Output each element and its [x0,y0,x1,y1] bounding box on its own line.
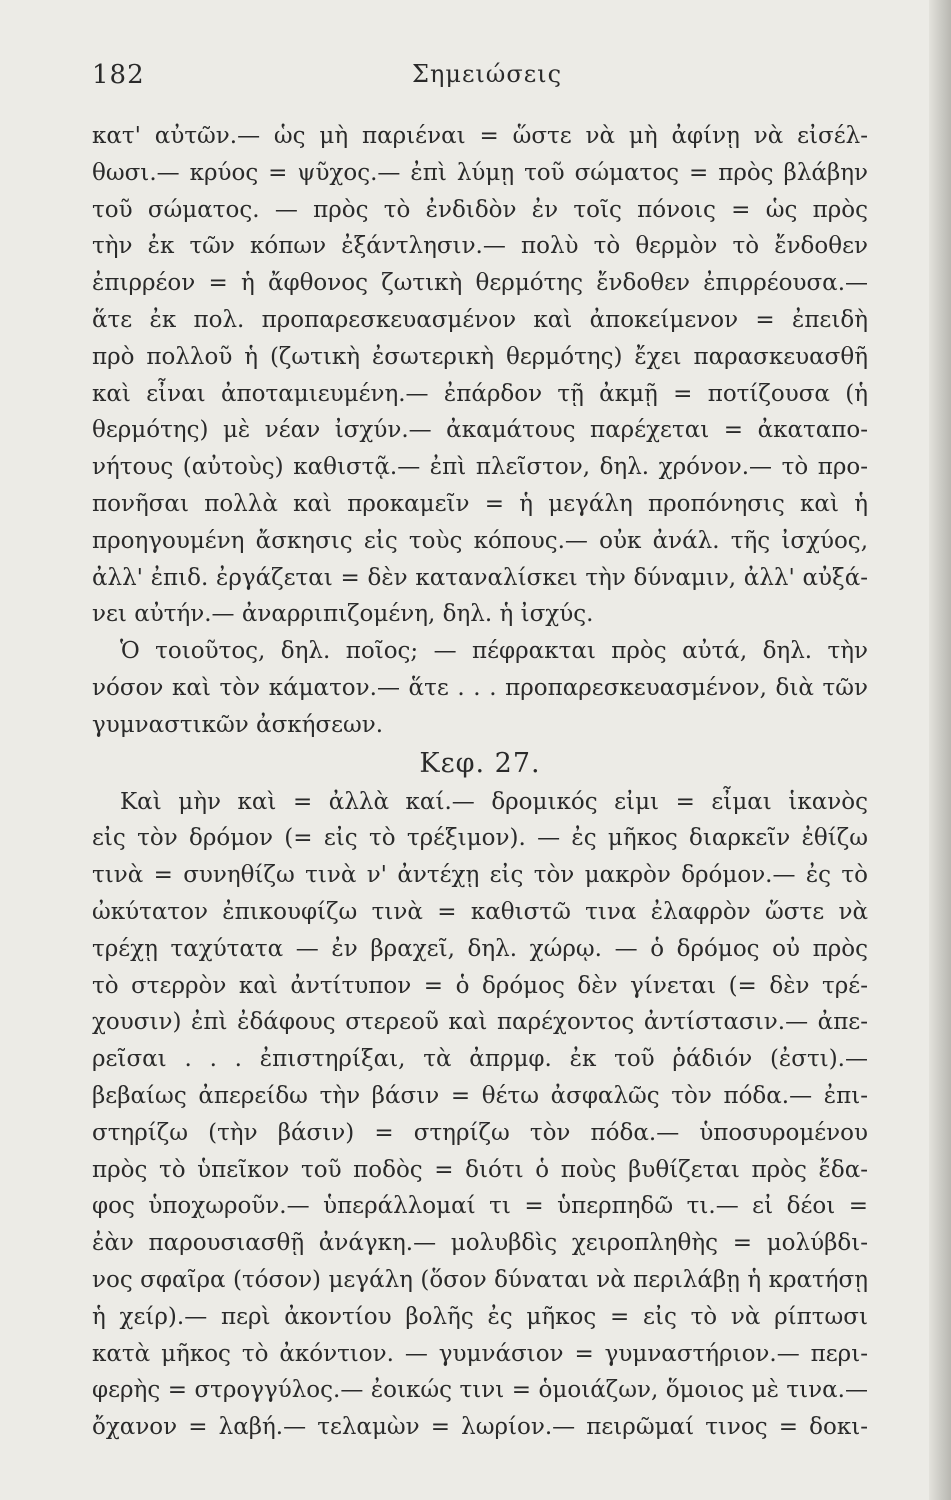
text-line: νόσον καὶ τὸν κάματον.— ἅτε . . . προπαρεσκευασμένον, διὰ τῶν [92,674,868,701]
text-line: πρὸς τὸ ὑπεῖκον τοῦ ποδὸς = διότι ὁ ποὺς βυθίζεται πρὸς ἔδα- [92,1156,868,1183]
book-spine-shadow [929,0,951,1500]
text-line: ἡ χείρ).— περὶ ἀκοντίου βολῆς ἐς μῆκος = εἰς τὸ νὰ ρίπτωσι [92,1303,868,1330]
running-title: Σημειώσεις [412,60,563,88]
text-line: νει αὐτήν.— ἀναρριπιζομένη, δηλ. ἡ ἰσχύς. [92,601,594,628]
text-line: νος σφαῖρα (τόσον) μεγάλη (ὅσον δύναται νὰ περιλάβῃ ἡ κρατήσῃ [92,1266,868,1293]
text-line: τινὰ = συνηθίζω τινὰ ν' ἀντέχῃ εἰς τὸν μακρὸν δρόμον.— ἐς τὸ [92,862,868,889]
text-line: καὶ εἶναι ἀποταμιευμένη.— ἐπάρδον τῇ ἀκμῇ = ποτίζουσα (ἡ [92,380,868,407]
text-line: θωσι.— κρύος = ψῦχος.— ἐπὶ λύμῃ τοῦ σώματος = πρὸς βλάβην [92,159,868,186]
text-line: ἅτε ἐκ πολ. προπαρεσκευασμένον καὶ ἀποκείμενον = ἐπειδὴ [92,306,868,333]
text-line: γυμναστικῶν ἀσκήσεων. [92,711,384,738]
chapter-heading: Κεφ. 27. [419,747,541,779]
text-line: φερὴς = στρογγύλος.— ἐοικώς τινι = ὁμοιάζων, ὅμοιος μὲ τινα.— [92,1377,868,1404]
text-line: κατ' αὐτῶν.— ὡς μὴ παριέναι = ὥστε νὰ μὴ ἀφίνῃ νὰ εἰσέλ- [92,123,868,149]
page-header [92,60,872,100]
text-line: Ὁ τοιοῦτος, δηλ. ποῖος; — πέφρακται πρὸς αὐτά, δηλ. τὴν [120,638,868,665]
page-number: 182 [92,60,145,90]
text-line: προηγουμένη ἄσκησις εἰς τοὺς κόπους.— οὐκ ἀνάλ. τῆς ἰσχύος, [92,527,868,554]
text-line: ἐπιρρέον = ἡ ἄφθονος ζωτικὴ θερμότης ἔνδοθεν ἐπιρρέουσα.— [92,270,868,297]
text-line: ὄχανον = λαβή.— τελαμὼν = λωρίον.— πειρῶμαί τινος = δοκι- [92,1414,868,1441]
text-line: νήτους (αὐτοὺς) καθιστᾷ.— ἐπὶ πλεῖστον, δηλ. χρόνον.— τὸ προ- [92,454,868,481]
text-line: φος ὑποχωροῦν.— ὑπεράλλομαί τι = ὑπερπηδῶ τι.— εἰ δέοι = [92,1193,868,1220]
notes-body [92,118,868,1446]
text-line: τρέχῃ ταχύτατα — ἐν βραχεῖ, δηλ. χώρῳ. — ὁ δρόμος οὐ πρὸς [92,935,868,962]
text-line: χουσιν) ἐπὶ ἐδάφους στερεοῦ καὶ παρέχοντος ἀντίστασιν.— ἀπε- [92,1009,868,1036]
text-line: τὸ στερρὸν καὶ ἀντίτυπον = ὁ δρόμος δὲν γίνεται (= δὲν τρέ- [92,972,868,999]
text-line: τοῦ σώματος. — πρὸς τὸ ἐνδιδὸν ἐν τοῖς πόνοις = ὡς πρὸς [92,196,868,223]
text-line: Καὶ μὴν καὶ = ἀλλὰ καί.— δρομικός εἰμι = εἶμαι ἱκανὸς [120,788,868,815]
text-line: πονῆσαι πολλὰ καὶ προκαμεῖν = ἡ μεγάλη προπόνησις καὶ ἡ [92,490,868,517]
text-line: ρεῖσαι . . . ἐπιστηρίξαι, τὰ ἀπρμφ. ἐκ τοῦ ῥάδιόν (ἐστι).— [92,1046,868,1073]
text-line: ὠκύτατον ἐπικουφίζω τινὰ = καθιστῶ τινα ἐλαφρὸν ὥστε νὰ [92,898,868,925]
text-line: κατὰ μῆκος τὸ ἀκόντιον. — γυμνάσιον = γυμναστήριον.— περι- [92,1340,868,1367]
text-line: στηρίζω (τὴν βάσιν) = στηρίζω τὸν πόδα.— ὑποσυρομένου [92,1119,868,1146]
text-line: τὴν ἐκ τῶν κόπων ἐξάντλησιν.— πολὺ τὸ θερμὸν τὸ ἔνδοθεν [92,233,868,260]
text-line: θερμότης) μὲ νέαν ἰσχύν.— ἀκαμάτους παρέχεται = ἀκαταπο- [92,417,868,444]
text-line: βεβαίως ἀπερείδω τὴν βάσιν = θέτω ἀσφαλῶς τὸν πόδα.— ἐπι- [92,1082,868,1109]
text-line: ἐὰν παρουσιασθῇ ἀνάγκη.— μολυβδὶς χειροπληθὴς = μολύβδι- [92,1230,868,1257]
text-line: πρὸ πολλοῦ ἡ (ζωτικὴ ἐσωτερικὴ θερμότης) ἔχει παρασκευασθῆ [92,343,868,370]
text-line: εἰς τὸν δρόμον (= εἰς τὸ τρέξιμον). — ἐς μῆκος διαρκεῖν ἐθίζω [92,825,868,852]
text-line: ἀλλ' ἐπιδ. ἐργάζεται = δὲν καταναλίσκει τὴν δύναμιν, ἀλλ' αὐξά- [92,564,868,591]
